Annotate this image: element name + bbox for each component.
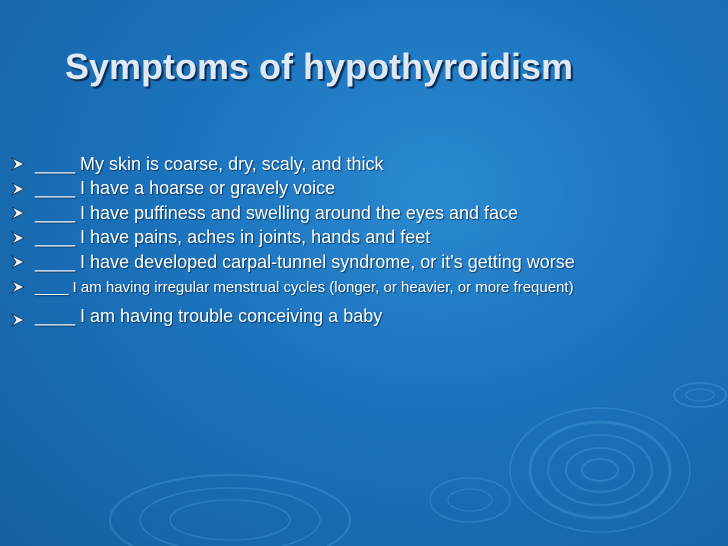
list-item-text: ____ I am having irregular menstrual cycles (longer, or heavier, or more frequent) (35, 278, 574, 296)
arrow-bullet-icon (11, 206, 25, 220)
list-item (11, 177, 723, 202)
arrow-bullet-icon (11, 182, 25, 196)
list-item-text: ____ I have a hoarse or gravely voice (35, 178, 336, 199)
symptom-list (11, 152, 723, 327)
list-item-text: ____ My skin is coarse, dry, scaly, and thick (35, 153, 384, 174)
arrow-bullet-icon (11, 280, 25, 294)
list-item (11, 250, 723, 275)
list-item-text: ____ I have puffiness and swelling around the eyes and face (35, 202, 519, 223)
list-item (11, 226, 723, 251)
slide-title: Symptoms of hypothyroidism (64, 46, 574, 87)
list-item (11, 201, 723, 226)
arrow-bullet-icon (11, 313, 25, 327)
arrow-bullet-icon (11, 157, 25, 171)
list-item (11, 275, 723, 300)
list-item-text: ____ I have pains, aches in joints, hands and feet (35, 227, 431, 248)
list-item-text: ____ I have developed carpal-tunnel syndrome, or it's getting worse (35, 251, 575, 272)
list-item (11, 300, 723, 327)
arrow-bullet-icon (11, 231, 25, 245)
arrow-bullet-icon (11, 255, 25, 269)
list-item-text: ____ I am having trouble conceiving a baby (35, 305, 383, 326)
list-item (11, 152, 723, 177)
